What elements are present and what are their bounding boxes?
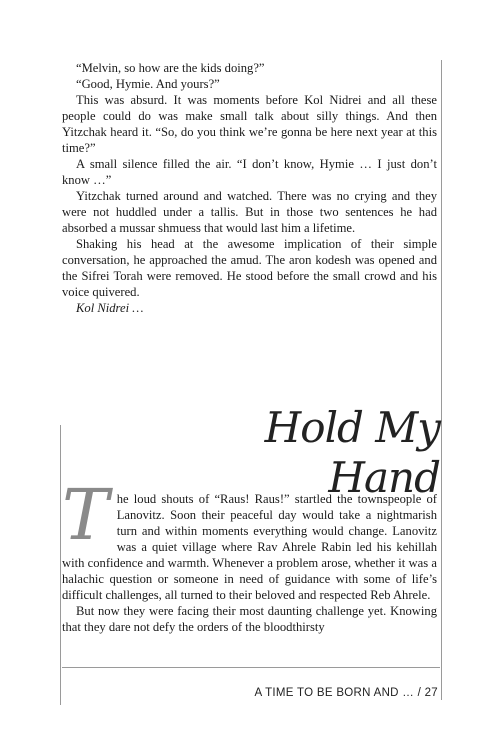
- paragraph: “Good, Hymie. And yours?”: [76, 77, 220, 91]
- opening-paragraph: [62, 474, 437, 603]
- page-footer: [254, 687, 438, 699]
- paragraph: Yitzchak turned around and watched. There was no crying and they were not huddled under a tallis. But in those two sentences he had absorbed a mussar shmuess that would last him a lifetime.: [62, 189, 437, 235]
- chapter-title: Hold My Hand: [264, 403, 440, 502]
- paragraph: Kol Nidrei …: [76, 301, 144, 315]
- paragraph: But now they were facing their most daunting challenge yet. Knowing that they dare not defy the orders of the bloodthirsty: [62, 604, 437, 634]
- drop-cap: T: [62, 474, 109, 556]
- page-number: 27: [424, 687, 438, 699]
- running-head: A TIME TO BE BORN AND …: [254, 687, 415, 699]
- paragraph: Shaking his head at the awesome implication of their simple conversation, he approached the amud. The aron kodesh was opened and the Sifrei Torah were removed. He stood before the small crowd and his voice quivered.: [62, 237, 437, 299]
- paragraph: This was absurd. It was moments before Kol Nidrei and all these people could do was make small talk about silly things. And then Yitzchak heard it. “So, do you think we’re gonna be here next year at this time?”: [62, 93, 437, 155]
- chapter-text-block: [62, 474, 437, 635]
- right-margin-rule: [441, 60, 442, 700]
- footer-separator: /: [417, 687, 422, 699]
- paragraph: A small silence filled the air. “I don’t know, Hymie … I just don’t know …”: [62, 157, 437, 187]
- paragraph: “Melvin, so how are the kids doing?”: [76, 61, 265, 75]
- opening-paragraph-text: he loud shouts of “Raus! Raus!” startled the townspeople of Lanovitz. Soon their peaceful day would take a nightmarish turn and within moments everything would change. Lanovitz was a quiet village where Rav Ahrele Rabin led his kehillah with confidence and warmth. Whenever a problem arose, whether it was a halachic question or someone in need of guidance with some of life’s difficult challenges, all turned to their beloved and respected Reb Ahrele.: [62, 492, 437, 602]
- top-text-block: [62, 60, 437, 316]
- footer-rule: [62, 667, 440, 668]
- left-margin-rule: [60, 425, 61, 705]
